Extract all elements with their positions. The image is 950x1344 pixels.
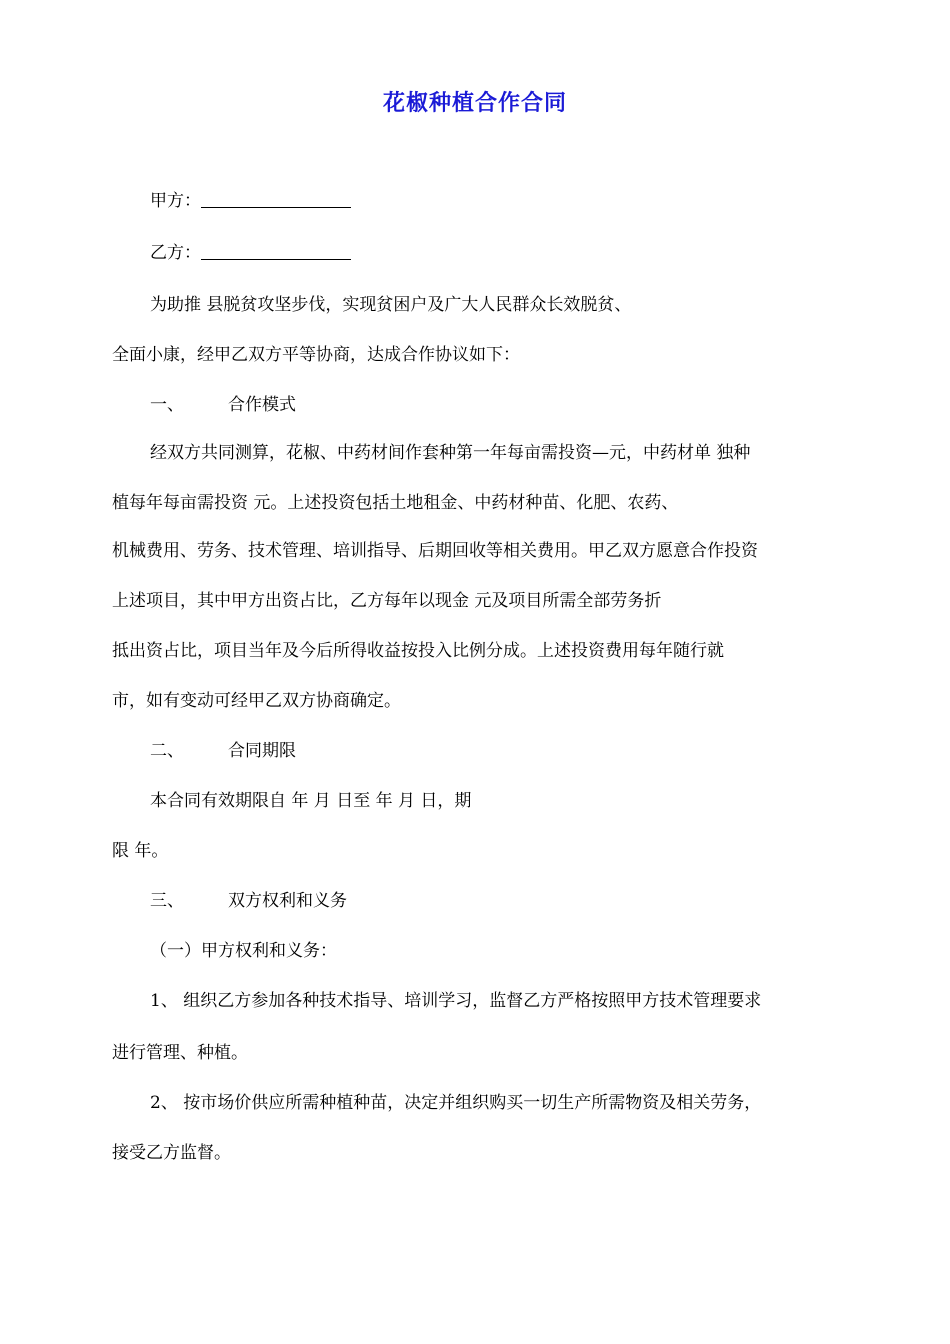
section-heading-2 <box>150 738 296 764</box>
body-line: 经双方共同测算，花椒、中药材间作套种第一年每亩需投资—元，中药材单 独种 <box>150 443 751 463</box>
body-line: 抵出资占比，项目当年及今后所得收益按投入比例分成。上述投资费用每年随行就 <box>112 641 724 661</box>
party-a-blank <box>201 189 351 208</box>
party-b-label: 乙方： <box>150 243 201 263</box>
section-label: 合作模式 <box>228 395 296 415</box>
preamble-line-2: 全面小康，经甲乙双方平等协商，达成合作协议如下： <box>112 345 520 365</box>
body-line: 接受乙方监督。 <box>112 1143 231 1163</box>
section-number: 三、 <box>150 891 184 911</box>
body-line: 机械费用、劳务、技术管理、培训指导、后期回收等相关费用。甲乙双方愿意合作投资 <box>112 541 758 561</box>
party-a-line <box>150 188 351 214</box>
document-title: 花椒种植合作合同 <box>382 91 567 116</box>
body-line: 限 年。 <box>112 841 169 861</box>
body-line: 2、 按市场价供应所需种植种苗，决定并组织购买一切生产所需物资及相关劳务， <box>150 1093 762 1113</box>
section-number: 一、 <box>150 395 184 415</box>
party-a-label: 甲方： <box>150 191 201 211</box>
preamble-line-1: 为助推 县脱贫攻坚步伐，实现贫困户及广大人民群众长效脱贫、 <box>150 295 632 315</box>
body-line: 上述项目，其中甲方出资占比，乙方每年以现金 元及项目所需全部劳务折 <box>112 591 662 611</box>
body-line: 市，如有变动可经甲乙双方协商确定。 <box>112 691 401 711</box>
body-line: 植每年每亩需投资 元。上述投资包括土地租金、中药材种苗、化肥、农药、 <box>112 493 679 513</box>
section-number: 二、 <box>150 741 184 761</box>
section-label: 双方权利和义务 <box>228 891 347 911</box>
party-b-line <box>150 240 351 266</box>
body-line: 1、 组织乙方参加各种技术指导、培训学习，监督乙方严格按照甲方技术管理要求 <box>150 991 762 1011</box>
section-heading-3 <box>150 888 347 914</box>
body-line: 本合同有效期限自 年 月 日至 年 月 日，期 <box>150 791 472 811</box>
body-line: 进行管理、种植。 <box>112 1043 248 1063</box>
section-heading-1 <box>150 392 296 418</box>
subsection-heading: （一）甲方权利和义务： <box>150 941 337 961</box>
section-label: 合同期限 <box>228 741 296 761</box>
party-b-blank <box>201 241 351 260</box>
